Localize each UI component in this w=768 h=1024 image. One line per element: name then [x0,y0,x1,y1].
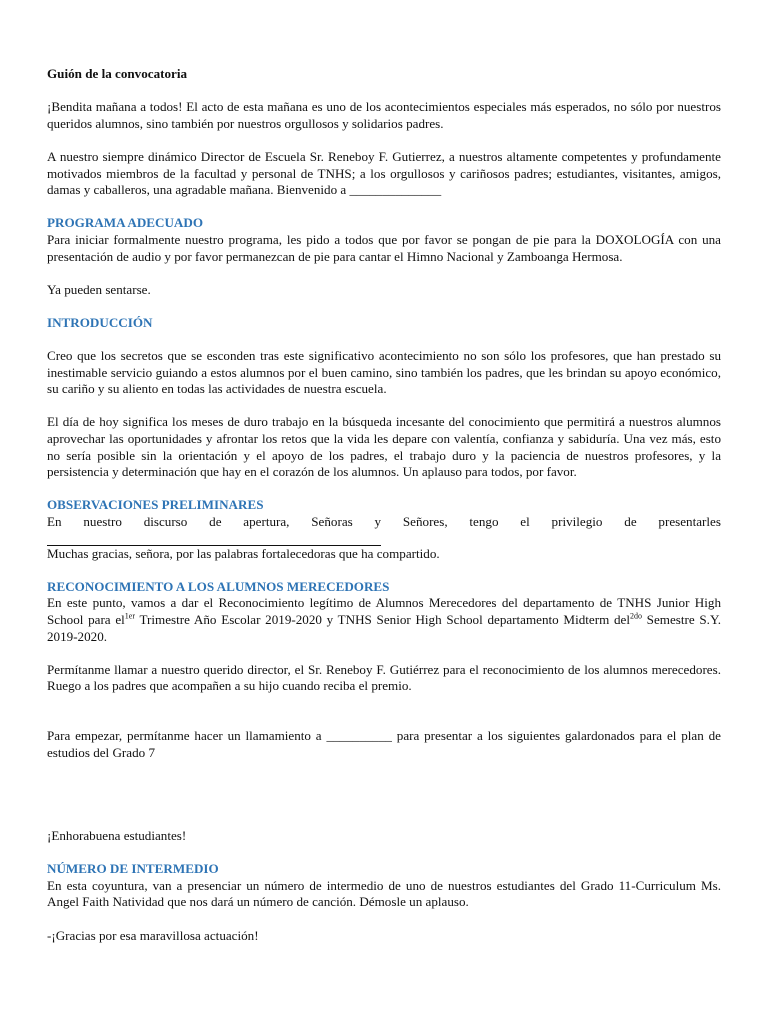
reconocimiento-paragraph-2: Permítanme llamar a nuestro querido director, el Sr. Reneboy F. Gutiérrez para el reconocimiento de los alumnos merecedores. Ruego a los padres que acompañen a su hijo cuando reciba el premio. [47,661,721,694]
word: y [374,514,382,530]
superscript: 2do [629,611,642,621]
programa-paragraph-1: Para iniciar formalmente nuestro programa, les pido a todos que por favor se pongan de pie para la DOXOLOGÍA con una presentación de audio y por favor permanezcan de pie para cantar el Himno Nacional y Zamboanga Hermosa. [47,231,721,264]
word: de [624,514,637,530]
spacer [47,712,721,729]
heading-introduccion: INTRODUCCIÓN [47,314,153,330]
word: apertura, [243,514,290,530]
word: discurso [143,514,188,530]
intermedio-paragraph-1: En esta coyuntura, van a presenciar un número de intermedio de uno de nuestros estudiantes del Grado 11-Curriculum Ms. Angel Faith Natividad que nos dará un número de canción. Démosle un aplauso. [47,877,721,910]
word: nuestro [83,514,122,530]
word: de [209,514,222,530]
observaciones-spread-line [47,514,721,531]
heading-programa: PROGRAMA ADECUADO [47,215,204,231]
reconocimiento-paragraph-4: ¡Enhorabuena estudiantes! [47,827,187,843]
word: tengo [469,514,499,530]
heading-observaciones: OBSERVACIONES PRELIMINARES [47,497,264,513]
text-segment: En este punto, vamos a dar el Reconocimiento legítimo de Alumnos Merecedores del departamento de TNHS Junior High School para el [47,595,721,627]
word: Señores, [402,514,448,530]
heading-intermedio: NÚMERO DE INTERMEDIO [47,861,219,877]
spacer [47,778,721,828]
programa-paragraph-2: Ya pueden sentarse. [47,281,151,297]
word: presentarles [658,514,721,530]
superscript: 1er [124,611,136,621]
word: privilegio [551,514,603,530]
text-segment: Trimestre Año Escolar 2019-2020 y TNHS Senior High School departamento Midterm del [135,612,630,627]
intro-paragraph-2: A nuestro siempre dinámico Director de Escuela Sr. Reneboy F. Gutierrez, a nuestros altamente competentes y profundamente motivados miembros de la facultad y personal de TNHS; a los orgullosos y cariñosos padres; estudiantes, visitantes, amigos, damas y caballeros, una agradable mañana. Bienvenido a ______________ [47,148,721,198]
word: el [520,514,530,530]
introduccion-paragraph-1: Creo que los secretos que se esconden tras este significativo acontecimiento no son sólo los profesores, que han prestado su inestimable servicio guiando a estos alumnos por el buen camino, sino también los padres, que les brindan su apoyo económico, su cariño y su aliento en todas las actividades de nuestra escuela. [47,348,721,397]
heading-reconocimiento: RECONOCIMIENTO A LOS ALUMNOS MERECEDORES [47,578,390,594]
word: Señoras [311,514,353,530]
intro-paragraph-1: ¡Bendita mañana a todos! El acto de esta mañana es uno de los acontecimientos especiales más esperados, no sólo por nuestros queridos alumnos, sino también por nuestros orgullosos y solidarios padres. [47,99,721,131]
reconocimiento-paragraph-3: Para empezar, permítanme hacer un llamamiento a __________ para presentar a los siguientes galardonados para el plan de estudios del Grado 7 [47,728,721,760]
spacer [47,332,721,349]
reconocimiento-paragraph-1 [47,595,721,645]
text-segment: Semestre S.Y. 2019-2020. [47,612,721,644]
intermedio-paragraph-2: -¡Gracias por esa maravillosa actuación! [47,927,259,943]
observaciones-paragraph-2: Muchas gracias, señora, por las palabras fortalecedoras que ha compartido. [47,545,440,561]
blank-line [47,531,381,546]
introduccion-paragraph-2: El día de hoy significa los meses de duro trabajo en la búsqueda incesante del conocimiento que permitirá a nuestros alumnos aprovechar las oportunidades y afrontar los retos que la vida les depare con valentía, confianza y sabiduría. Una vez más, esto no sería posible sin la orientación y el apoyo de los padres, el trabajo duro y la paciencia de nuestros profesores, y la persistencia y determinación que hay en el corazón de los alumnos. Un aplauso para todos, por favor. [47,414,721,480]
word: En [47,514,62,530]
document-title: Guión de la convocatoria [47,66,188,81]
